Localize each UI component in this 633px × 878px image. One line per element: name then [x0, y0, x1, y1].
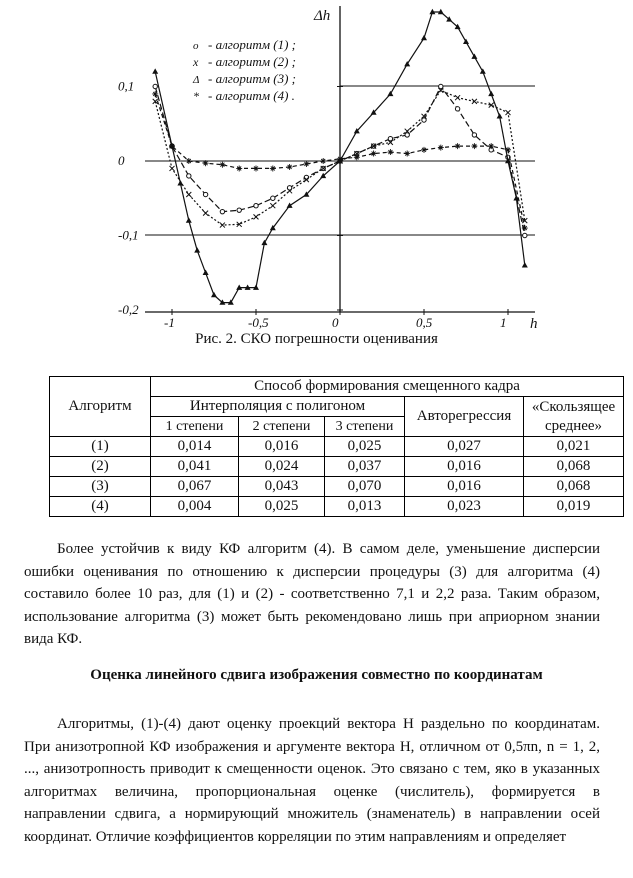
data-point-series-3	[522, 262, 528, 267]
legend-item-3: - алгоритм (3) ;	[208, 71, 296, 86]
table-cell: 0,004	[151, 497, 239, 517]
data-point-series-3	[261, 240, 267, 245]
results-table	[49, 376, 624, 517]
table-cell: 0,014	[151, 437, 239, 457]
data-point-series-3	[421, 35, 427, 40]
table-cell: (4)	[50, 497, 151, 517]
table-header-row-1	[50, 377, 624, 397]
table-header-moving-average	[524, 397, 624, 437]
table-header-algorithm: Алгоритм	[50, 377, 151, 437]
figure-caption: Рис. 2. СКО погрешности оценивания	[195, 331, 438, 347]
data-point-series-1	[523, 233, 527, 237]
table-cell: 0,037	[325, 457, 405, 477]
table-cell: 0,019	[524, 497, 624, 517]
y-tick-label: 0,1	[118, 78, 135, 94]
data-point-series-3	[194, 247, 200, 252]
table-cell: 0,043	[239, 477, 325, 497]
table-cell: 0,025	[325, 437, 405, 457]
data-point-series-1	[203, 192, 207, 196]
data-point-series-1	[220, 209, 224, 213]
legend-marker-1: o	[193, 40, 199, 52]
moving-average-line-1: «Скользящее	[531, 398, 616, 415]
data-point-series-4	[421, 147, 427, 153]
x-tick-label: -1	[164, 315, 175, 330]
x-tick-label: 0,5	[416, 315, 433, 330]
y-tick-label: -0,1	[118, 227, 139, 243]
table-header-degree-3: 3 степени	[325, 417, 405, 437]
table-cell: 0,021	[524, 437, 624, 457]
data-point-series-3	[471, 54, 477, 59]
table-cell: 0,024	[239, 457, 325, 477]
legend-item-2: - алгоритм (2) ;	[208, 54, 296, 69]
data-point-series-3	[480, 68, 486, 73]
data-point-series-2	[472, 99, 477, 104]
data-point-series-3	[287, 203, 293, 208]
legend-item-1: - алгоритм (1) ;	[208, 37, 296, 52]
legend	[192, 37, 296, 103]
data-point-series-4	[471, 143, 477, 149]
x-tick-label: 1	[500, 315, 507, 330]
paragraph-2	[24, 713, 600, 848]
legend-item-4: - алгоритм (4) .	[208, 88, 295, 103]
table-cell: (3)	[50, 477, 151, 497]
table-cell: 0,070	[325, 477, 405, 497]
data-point-series-3	[152, 68, 158, 73]
data-point-series-2	[203, 211, 208, 216]
moving-average-line-2: среднее»	[544, 417, 603, 434]
data-point-series-3	[211, 292, 217, 297]
data-point-series-3	[177, 180, 183, 185]
table-cell: 0,013	[325, 497, 405, 517]
legend-marker-2: x	[193, 55, 199, 69]
table-row	[50, 477, 624, 497]
legend-marker-3: Δ	[193, 74, 200, 86]
table-cell: 0,016	[405, 477, 524, 497]
table-header-autoregression: Авторегрессия	[405, 397, 524, 437]
data-point-series-4	[320, 158, 326, 164]
table-row	[50, 457, 624, 477]
table-cell: 0,068	[524, 477, 624, 497]
y-tick-label: -0,2	[118, 302, 139, 317]
table-cell: 0,016	[239, 437, 325, 457]
data-point-series-3	[463, 39, 469, 44]
paragraph-1: Более устойчив к виду КФ алгоритм (4). В самом деле, уменьшение дисперсии ошибки оценивания по отношению к дисперсии процедуры (3) для алгоритма (4) составило более 10 раз, для (1) и (2) - соответственно 7,1 и 2,2 раза. Таким образом, использование алгоритма (3) может быть рекомендовано лишь при априорном знании вида КФ.	[24, 541, 600, 647]
data-point-series-4	[287, 164, 293, 170]
paragraph-2-part-a: Алгоритмы, (1)-(4) дают оценку проекций вектора H раздельно по координатам. При анизотропной КФ изображения и аргументе вектора H, отличном от	[24, 716, 600, 755]
table-header-degree-1: 1 степени	[151, 417, 239, 437]
table-header-degree-2: 2 степени	[239, 417, 325, 437]
table-cell: 0,067	[151, 477, 239, 497]
data-point-series-4	[303, 161, 309, 167]
paragraph-2-formula: 0,5πn, n = 1, 2, ...,	[24, 738, 600, 777]
x-tick-label: -0,5	[248, 315, 269, 330]
data-point-series-2	[170, 166, 175, 171]
table-header-group: Способ формирования смещенного кадра	[151, 377, 624, 397]
table-cell: 0,068	[524, 457, 624, 477]
table-row	[50, 437, 624, 457]
paragraph-2-part-b: анизотропность приводит к смещенности оценок. Это связано с тем, яко в указанных алгоритмах величина, пропорциональная оценке (числитель), формируется в направлении сдвига, а нормирующий множитель (знаменатель) в направлении осей координат. Отличие коэффициентов корреляции по этим направлениям и определяет	[24, 761, 601, 845]
y-tick-label: 0	[118, 153, 125, 168]
data-point-series-3	[497, 113, 503, 118]
table-row	[50, 497, 624, 517]
table-cell: 0,041	[151, 457, 239, 477]
table-cell: 0,023	[405, 497, 524, 517]
table-cell: 0,027	[405, 437, 524, 457]
data-point-series-4	[270, 165, 276, 171]
data-point-series-3	[186, 217, 192, 222]
table-cell: (2)	[50, 457, 151, 477]
data-point-series-4	[438, 145, 444, 151]
data-point-series-1	[254, 204, 258, 208]
data-point-series-4	[219, 162, 225, 168]
data-point-series-4	[371, 151, 377, 157]
data-point-series-1	[153, 84, 157, 88]
figure-chart	[0, 0, 633, 330]
data-point-series-1	[472, 133, 476, 137]
x-axis-label: h	[530, 316, 538, 330]
table-cell: (1)	[50, 437, 151, 457]
y-axis-label: Δh	[314, 8, 331, 24]
data-point-series-4	[404, 151, 410, 157]
table-header-interpolation: Интерполяция с полигоном	[151, 397, 405, 417]
table-cell: 0,016	[405, 457, 524, 477]
tick-layer	[118, 79, 508, 331]
data-point-series-4	[455, 143, 461, 149]
data-point-series-2	[254, 214, 259, 219]
data-point-series-3	[203, 270, 209, 275]
data-point-series-1	[187, 174, 191, 178]
legend-marker-4: *	[193, 89, 199, 103]
x-tick-label: 0	[332, 315, 339, 330]
data-point-series-2	[220, 223, 225, 228]
data-point-series-1	[455, 107, 459, 111]
data-point-series-2	[506, 110, 511, 115]
data-point-series-4	[236, 165, 242, 171]
section-heading: Оценка линейного сдвига изображения совместно по координатам	[90, 667, 543, 683]
table-cell: 0,025	[239, 497, 325, 517]
data-point-series-1	[237, 208, 241, 212]
data-point-series-2	[455, 95, 460, 100]
data-point-series-3	[488, 91, 494, 96]
data-point-series-2	[270, 203, 275, 208]
data-point-series-4	[387, 149, 393, 155]
data-point-series-2	[186, 192, 191, 197]
data-point-series-4	[253, 165, 259, 171]
data-point-series-3	[387, 91, 393, 96]
data-point-series-4	[186, 158, 192, 164]
data-point-series-1	[271, 196, 275, 200]
